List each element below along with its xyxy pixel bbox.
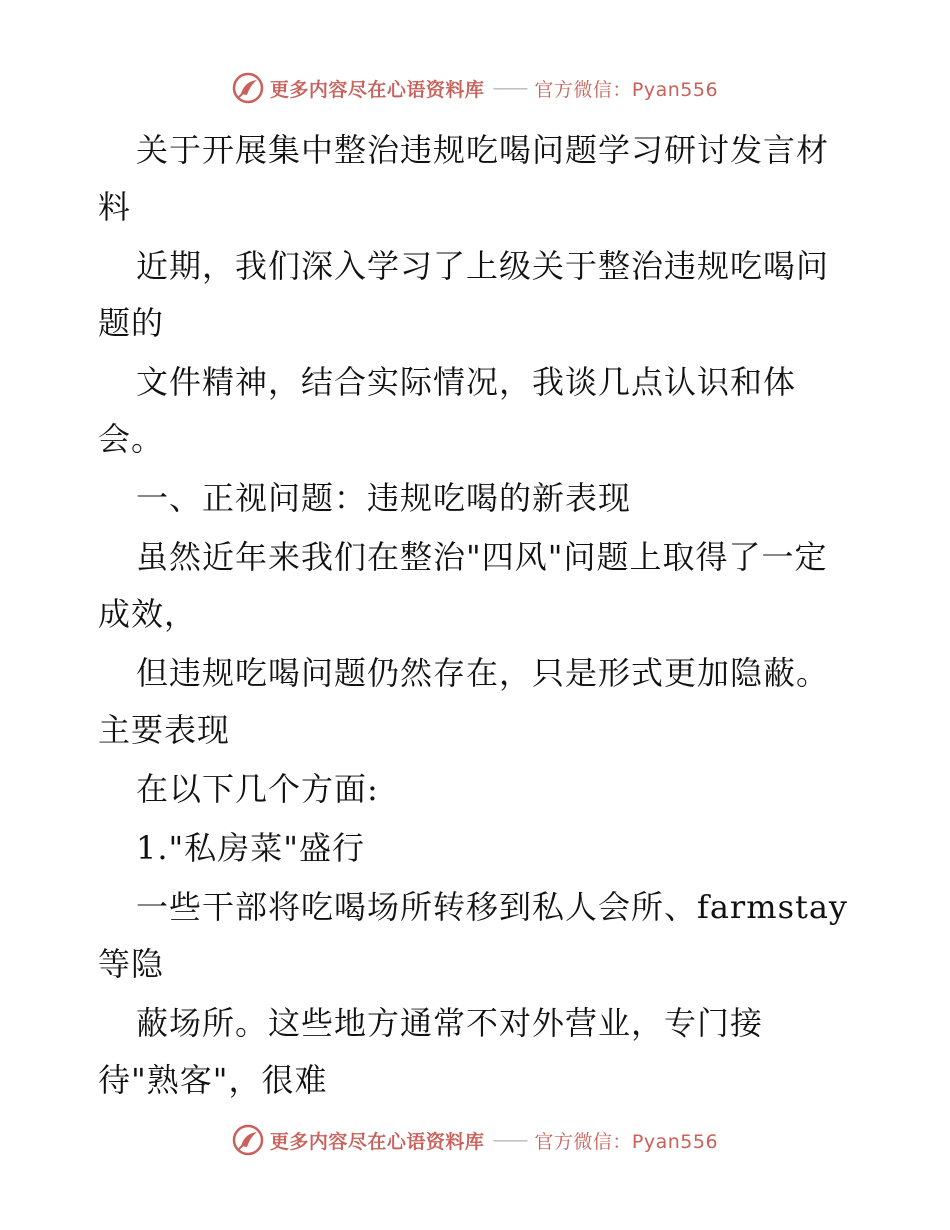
logo-icon (232, 1124, 264, 1156)
banner-contact: 官方微信：Pyan556 (534, 1130, 719, 1153)
paragraph-line: 文件精神，结合实际情况，我谈几点认识和体 (136, 363, 797, 401)
footer-banner (0, 1124, 950, 1156)
document-title-line-2: 料 (98, 188, 132, 226)
paragraph-line: 近期，我们深入学习了上级关于整治违规吃喝问 (136, 247, 830, 285)
banner-separator: —— (492, 77, 527, 99)
paragraph-line: 虽然近年来我们在整治"四风"问题上取得了一定 (136, 538, 828, 576)
section-heading: 一、正视问题：违规吃喝的新表现 (136, 479, 632, 517)
document-title-line-1: 关于开展集中整治违规吃喝问题学习研讨发言材 (136, 131, 830, 169)
banner-text: 更多内容尽在心语资料库 (269, 78, 485, 101)
paragraph-line: 主要表现 (98, 711, 231, 749)
paragraph-line: 成效， (98, 595, 198, 633)
paragraph-line: 一些干部将吃喝场所转移到私人会所、farmstay (136, 888, 849, 926)
banner-text: 更多内容尽在心语资料库 (269, 1130, 485, 1153)
paragraph-line: 蔽场所。这些地方通常不对外营业，专门接 (136, 1004, 764, 1042)
list-item-heading: 1."私房菜"盛行 (136, 829, 365, 867)
paragraph-line: 在以下几个方面: (136, 770, 379, 808)
banner-contact: 官方微信：Pyan556 (534, 78, 719, 101)
banner-separator: —— (492, 1129, 527, 1151)
paragraph-line: 但违规吃喝问题仍然存在，只是形式更加隐蔽。 (136, 654, 830, 692)
paragraph-line: 题的 (98, 304, 165, 342)
paragraph-line: 待"熟客"，很难 (98, 1061, 328, 1099)
paragraph-line: 会。 (98, 420, 165, 458)
paragraph-line: 等隐 (98, 945, 165, 983)
